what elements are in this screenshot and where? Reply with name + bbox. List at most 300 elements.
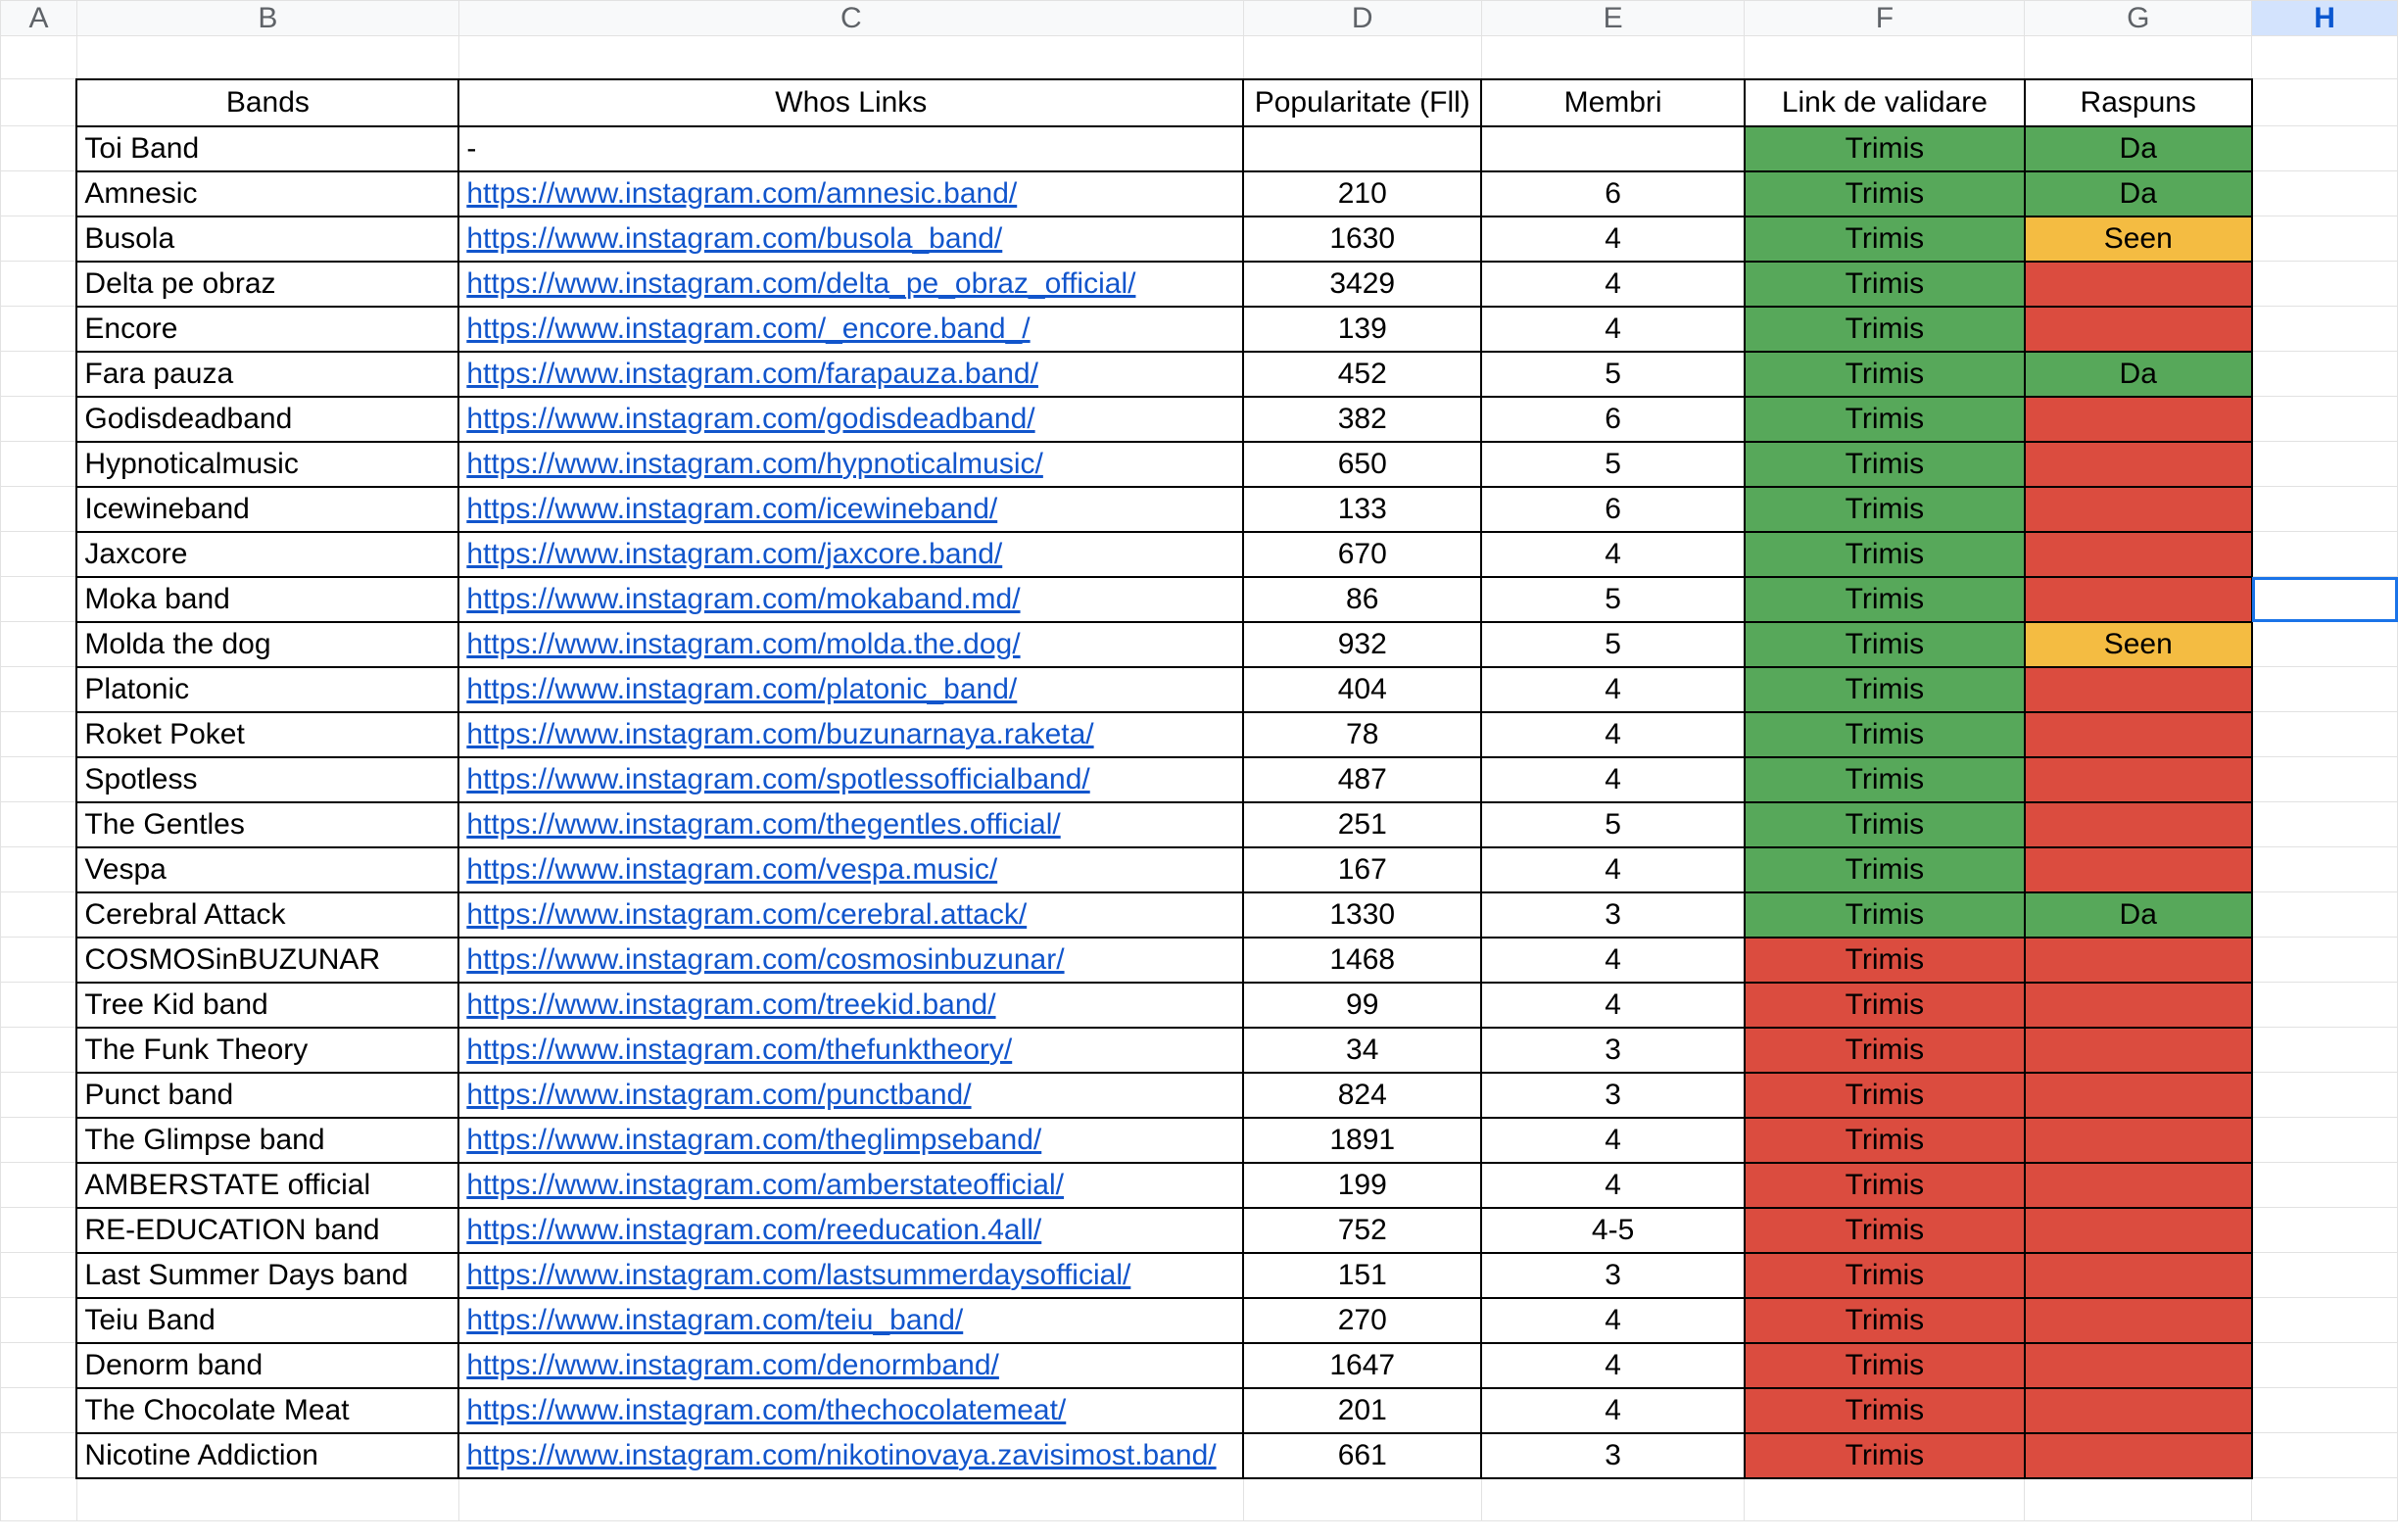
cell[interactable] <box>1481 1478 1745 1521</box>
table-row <box>1 352 2398 397</box>
cell[interactable] <box>1 352 77 397</box>
cell[interactable] <box>1 577 77 622</box>
band-name-cell[interactable]: Busola <box>76 217 458 262</box>
cell[interactable] <box>2252 217 2398 262</box>
column-header-a[interactable]: A <box>1 1 77 36</box>
band-name-cell[interactable]: Amnesic <box>76 171 458 217</box>
header-popularity[interactable]: Popularitate (Fll) <box>1243 79 1481 126</box>
table-row <box>1 1073 2398 1118</box>
band-name-cell[interactable]: RE-EDUCATION band <box>76 1208 458 1253</box>
validation-status-cell[interactable]: Trimis <box>1745 397 2025 442</box>
cell[interactable] <box>1243 36 1481 79</box>
popularity-cell[interactable]: 1330 <box>1243 892 1481 938</box>
cell[interactable] <box>1243 1478 1481 1521</box>
band-link[interactable]: https://www.instagram.com/vespa.music/ <box>458 847 1243 892</box>
header-links[interactable]: Whos Links <box>458 79 1243 126</box>
band-name-cell[interactable]: Hypnoticalmusic <box>76 442 458 487</box>
table-row <box>1 757 2398 802</box>
popularity-cell[interactable]: 752 <box>1243 1208 1481 1253</box>
response-status-cell[interactable]: Seen <box>2025 622 2252 667</box>
table-row <box>1 983 2398 1028</box>
popularity-cell[interactable]: 86 <box>1243 577 1481 622</box>
cell[interactable] <box>1 1388 77 1433</box>
response-status-cell[interactable]: Da <box>2025 126 2252 171</box>
popularity-cell[interactable]: 1630 <box>1243 217 1481 262</box>
table-row <box>1 397 2398 442</box>
popularity-cell[interactable]: 139 <box>1243 307 1481 352</box>
table-row <box>1 1118 2398 1163</box>
band-link[interactable]: https://www.instagram.com/farapauza.band/ <box>458 352 1243 397</box>
members-cell[interactable]: 4 <box>1481 712 1745 757</box>
band-name-cell[interactable]: The Chocolate Meat <box>76 1388 458 1433</box>
cell[interactable] <box>2252 126 2398 171</box>
table-row <box>1 802 2398 847</box>
cell[interactable] <box>1 36 77 79</box>
cell[interactable] <box>2252 397 2398 442</box>
response-status-cell[interactable] <box>2025 1118 2252 1163</box>
response-status-cell[interactable] <box>2025 487 2252 532</box>
band-link[interactable]: https://www.instagram.com/teiu_band/ <box>458 1298 1243 1343</box>
band-link[interactable]: https://www.instagram.com/hypnoticalmusic/ <box>458 442 1243 487</box>
band-link[interactable]: https://www.instagram.com/jaxcore.band/ <box>458 532 1243 577</box>
band-name-cell[interactable]: Jaxcore <box>76 532 458 577</box>
members-cell[interactable]: 4 <box>1481 1388 1745 1433</box>
members-cell[interactable]: 3 <box>1481 1253 1745 1298</box>
band-name-cell[interactable]: Cerebral Attack <box>76 892 458 938</box>
table-row <box>1 532 2398 577</box>
table-row <box>1 667 2398 712</box>
validation-status-cell[interactable]: Trimis <box>1745 217 2025 262</box>
cell[interactable] <box>1 1208 77 1253</box>
popularity-cell[interactable]: 661 <box>1243 1433 1481 1478</box>
cell[interactable] <box>1 802 77 847</box>
cell[interactable] <box>1 1433 77 1478</box>
cell[interactable] <box>1 1163 77 1208</box>
column-header-f[interactable]: F <box>1745 1 2025 36</box>
band-link[interactable]: https://www.instagram.com/thegentles.official/ <box>458 802 1243 847</box>
band-link[interactable]: - <box>458 126 1243 171</box>
popularity-cell[interactable]: 133 <box>1243 487 1481 532</box>
cell[interactable] <box>2252 1343 2398 1388</box>
popularity-cell[interactable]: 824 <box>1243 1073 1481 1118</box>
band-link[interactable]: https://www.instagram.com/busola_band/ <box>458 217 1243 262</box>
table-row <box>1 1433 2398 1478</box>
validation-status-cell[interactable]: Trimis <box>1745 892 2025 938</box>
cell[interactable] <box>76 1478 458 1521</box>
response-status-cell[interactable] <box>2025 577 2252 622</box>
cell[interactable] <box>1 262 77 307</box>
members-cell[interactable]: 5 <box>1481 622 1745 667</box>
response-status-cell[interactable]: Da <box>2025 352 2252 397</box>
cell[interactable] <box>1 307 77 352</box>
validation-status-cell[interactable]: Trimis <box>1745 712 2025 757</box>
cell[interactable] <box>2025 36 2252 79</box>
band-link[interactable]: https://www.instagram.com/buzunarnaya.raketa/ <box>458 712 1243 757</box>
header-bands[interactable]: Bands <box>76 79 458 126</box>
band-link[interactable]: https://www.instagram.com/nikotinovaya.zavisimost.band/ <box>458 1433 1243 1478</box>
validation-status-cell[interactable]: Trimis <box>1745 1298 2025 1343</box>
band-name-cell[interactable]: Godisdeadband <box>76 397 458 442</box>
cell[interactable] <box>1 622 77 667</box>
validation-status-cell[interactable]: Trimis <box>1745 1118 2025 1163</box>
validation-status-cell[interactable]: Trimis <box>1745 442 2025 487</box>
response-status-cell[interactable] <box>2025 1208 2252 1253</box>
empty-row <box>1 1478 2398 1521</box>
header-members[interactable]: Membri <box>1481 79 1745 126</box>
validation-status-cell[interactable]: Trimis <box>1745 1163 2025 1208</box>
validation-status-cell[interactable]: Trimis <box>1745 622 2025 667</box>
cell[interactable] <box>1 667 77 712</box>
band-link[interactable]: https://www.instagram.com/reeducation.4all/ <box>458 1208 1243 1253</box>
table-row <box>1 307 2398 352</box>
cell[interactable] <box>1 1478 77 1521</box>
band-link[interactable]: https://www.instagram.com/thechocolatemeat/ <box>458 1388 1243 1433</box>
cell[interactable] <box>2252 532 2398 577</box>
cell[interactable] <box>2252 983 2398 1028</box>
table-row <box>1 126 2398 171</box>
validation-status-cell[interactable]: Trimis <box>1745 126 2025 171</box>
response-status-cell[interactable] <box>2025 1028 2252 1073</box>
cell[interactable] <box>2025 1478 2252 1521</box>
popularity-cell[interactable]: 78 <box>1243 712 1481 757</box>
cell[interactable] <box>2252 712 2398 757</box>
popularity-cell[interactable]: 932 <box>1243 622 1481 667</box>
cell[interactable] <box>2252 262 2398 307</box>
band-link[interactable]: https://www.instagram.com/icewineband/ <box>458 487 1243 532</box>
response-status-cell[interactable] <box>2025 847 2252 892</box>
table-row <box>1 217 2398 262</box>
members-cell[interactable]: 4 <box>1481 1163 1745 1208</box>
band-link[interactable]: https://www.instagram.com/godisdeadband/ <box>458 397 1243 442</box>
popularity-cell[interactable]: 452 <box>1243 352 1481 397</box>
cell[interactable] <box>1745 36 2025 79</box>
popularity-cell[interactable]: 99 <box>1243 983 1481 1028</box>
header-validation[interactable]: Link de validare <box>1745 79 2025 126</box>
cell[interactable] <box>2252 307 2398 352</box>
band-name-cell[interactable]: Toi Band <box>76 126 458 171</box>
response-status-cell[interactable] <box>2025 1388 2252 1433</box>
members-cell[interactable]: 4 <box>1481 262 1745 307</box>
members-cell[interactable]: 4 <box>1481 532 1745 577</box>
validation-status-cell[interactable]: Trimis <box>1745 1028 2025 1073</box>
table-row <box>1 938 2398 983</box>
validation-status-cell[interactable]: Trimis <box>1745 262 2025 307</box>
cell[interactable] <box>2252 36 2398 79</box>
table-row <box>1 622 2398 667</box>
band-name-cell[interactable]: COSMOSinBUZUNAR <box>76 938 458 983</box>
table-row <box>1 712 2398 757</box>
cell[interactable] <box>1 442 77 487</box>
header-response[interactable]: Raspuns <box>2025 79 2252 126</box>
column-header-b[interactable]: B <box>76 1 458 36</box>
cell[interactable] <box>1 397 77 442</box>
validation-status-cell[interactable]: Trimis <box>1745 307 2025 352</box>
band-name-cell[interactable]: Encore <box>76 307 458 352</box>
members-cell[interactable]: 4 <box>1481 938 1745 983</box>
members-cell[interactable]: 4 <box>1481 983 1745 1028</box>
cell[interactable] <box>1 1073 77 1118</box>
cell[interactable] <box>76 36 458 79</box>
validation-status-cell[interactable]: Trimis <box>1745 1343 2025 1388</box>
popularity-cell[interactable]: 210 <box>1243 171 1481 217</box>
cell[interactable] <box>1 847 77 892</box>
popularity-cell[interactable]: 270 <box>1243 1298 1481 1343</box>
cell[interactable] <box>2252 1118 2398 1163</box>
popularity-cell[interactable]: 670 <box>1243 532 1481 577</box>
members-cell[interactable]: 3 <box>1481 892 1745 938</box>
members-cell[interactable]: 5 <box>1481 577 1745 622</box>
cell[interactable] <box>2252 1163 2398 1208</box>
band-link[interactable]: https://www.instagram.com/cosmosinbuzunar/ <box>458 938 1243 983</box>
validation-status-cell[interactable]: Trimis <box>1745 1208 2025 1253</box>
response-status-cell[interactable] <box>2025 1343 2252 1388</box>
members-cell[interactable]: 4 <box>1481 1343 1745 1388</box>
cell[interactable] <box>2252 442 2398 487</box>
band-link[interactable]: https://www.instagram.com/treekid.band/ <box>458 983 1243 1028</box>
response-status-cell[interactable]: Seen <box>2025 217 2252 262</box>
band-name-cell[interactable]: Last Summer Days band <box>76 1253 458 1298</box>
band-name-cell[interactable]: AMBERSTATE official <box>76 1163 458 1208</box>
band-name-cell[interactable]: Punct band <box>76 1073 458 1118</box>
cell[interactable] <box>2252 892 2398 938</box>
cell[interactable] <box>1 712 77 757</box>
band-link[interactable]: https://www.instagram.com/lastsummerdaysofficial/ <box>458 1253 1243 1298</box>
validation-status-cell[interactable]: Trimis <box>1745 171 2025 217</box>
validation-status-cell[interactable]: Trimis <box>1745 1073 2025 1118</box>
members-cell[interactable]: 5 <box>1481 442 1745 487</box>
cell[interactable] <box>1 938 77 983</box>
popularity-cell[interactable]: 404 <box>1243 667 1481 712</box>
cell[interactable] <box>1 79 77 126</box>
validation-status-cell[interactable]: Trimis <box>1745 757 2025 802</box>
band-name-cell[interactable]: Nicotine Addiction <box>76 1433 458 1478</box>
response-status-cell[interactable] <box>2025 532 2252 577</box>
table-row <box>1 171 2398 217</box>
popularity-cell[interactable]: 1891 <box>1243 1118 1481 1163</box>
cell[interactable] <box>1 487 77 532</box>
cell[interactable] <box>1 757 77 802</box>
table-row <box>1 1253 2398 1298</box>
band-name-cell[interactable]: Molda the dog <box>76 622 458 667</box>
cell[interactable] <box>1 217 77 262</box>
members-cell[interactable]: 4 <box>1481 757 1745 802</box>
band-name-cell[interactable]: Platonic <box>76 667 458 712</box>
cell[interactable] <box>2252 1253 2398 1298</box>
band-name-cell[interactable]: Tree Kid band <box>76 983 458 1028</box>
cell[interactable] <box>2252 1478 2398 1521</box>
response-status-cell[interactable] <box>2025 802 2252 847</box>
band-link[interactable]: https://www.instagram.com/spotlessofficialband/ <box>458 757 1243 802</box>
band-link[interactable]: https://www.instagram.com/delta_pe_obraz_official/ <box>458 262 1243 307</box>
cell[interactable] <box>1 1028 77 1073</box>
validation-status-cell[interactable]: Trimis <box>1745 667 2025 712</box>
band-name-cell[interactable]: The Gentles <box>76 802 458 847</box>
band-link[interactable]: https://www.instagram.com/amberstateofficial/ <box>458 1163 1243 1208</box>
band-name-cell[interactable]: Spotless <box>76 757 458 802</box>
popularity-cell[interactable]: 199 <box>1243 1163 1481 1208</box>
table-row <box>1 442 2398 487</box>
band-link[interactable]: https://www.instagram.com/platonic_band/ <box>458 667 1243 712</box>
cell[interactable] <box>2252 79 2398 126</box>
popularity-cell[interactable]: 1468 <box>1243 938 1481 983</box>
response-status-cell[interactable] <box>2025 938 2252 983</box>
table-row <box>1 1028 2398 1073</box>
cell[interactable] <box>2252 171 2398 217</box>
table-row <box>1 892 2398 938</box>
popularity-cell[interactable]: 382 <box>1243 397 1481 442</box>
band-name-cell[interactable]: Teiu Band <box>76 1298 458 1343</box>
popularity-cell[interactable]: 1647 <box>1243 1343 1481 1388</box>
cell[interactable] <box>2252 487 2398 532</box>
response-status-cell[interactable] <box>2025 1433 2252 1478</box>
members-cell[interactable]: 5 <box>1481 352 1745 397</box>
members-cell[interactable]: 3 <box>1481 1028 1745 1073</box>
band-name-cell[interactable]: Delta pe obraz <box>76 262 458 307</box>
cell[interactable] <box>2252 1073 2398 1118</box>
validation-status-cell[interactable]: Trimis <box>1745 1253 2025 1298</box>
popularity-cell[interactable]: 151 <box>1243 1253 1481 1298</box>
members-cell[interactable]: 4 <box>1481 307 1745 352</box>
band-link[interactable]: https://www.instagram.com/_encore.band_/ <box>458 307 1243 352</box>
response-status-cell[interactable] <box>2025 712 2252 757</box>
active-cell-h[interactable] <box>2252 577 2398 622</box>
cell[interactable] <box>1745 1478 2025 1521</box>
validation-status-cell[interactable]: Trimis <box>1745 352 2025 397</box>
cell[interactable] <box>2252 847 2398 892</box>
cell[interactable] <box>1 1253 77 1298</box>
cell[interactable] <box>2252 802 2398 847</box>
members-cell[interactable]: 6 <box>1481 171 1745 217</box>
cell[interactable] <box>458 1478 1243 1521</box>
band-link[interactable]: https://www.instagram.com/amnesic.band/ <box>458 171 1243 217</box>
cell[interactable] <box>1 1343 77 1388</box>
band-link[interactable]: https://www.instagram.com/thefunktheory/ <box>458 1028 1243 1073</box>
members-cell[interactable]: 4 <box>1481 1298 1745 1343</box>
response-status-cell[interactable] <box>2025 307 2252 352</box>
members-cell[interactable]: 5 <box>1481 802 1745 847</box>
cell[interactable] <box>1 983 77 1028</box>
cell[interactable] <box>1 126 77 171</box>
members-cell[interactable]: 3 <box>1481 1433 1745 1478</box>
members-cell[interactable]: 4 <box>1481 1118 1745 1163</box>
members-cell[interactable]: 4 <box>1481 847 1745 892</box>
band-name-cell[interactable]: Denorm band <box>76 1343 458 1388</box>
band-link[interactable]: https://www.instagram.com/punctband/ <box>458 1073 1243 1118</box>
cell[interactable] <box>2252 667 2398 712</box>
cell[interactable] <box>2252 938 2398 983</box>
band-name-cell[interactable]: Icewineband <box>76 487 458 532</box>
cell[interactable] <box>2252 1433 2398 1478</box>
validation-status-cell[interactable]: Trimis <box>1745 802 2025 847</box>
validation-status-cell[interactable]: Trimis <box>1745 577 2025 622</box>
members-cell[interactable]: 3 <box>1481 1073 1745 1118</box>
members-cell[interactable]: 4-5 <box>1481 1208 1745 1253</box>
validation-status-cell[interactable]: Trimis <box>1745 983 2025 1028</box>
column-header-c[interactable]: C <box>458 1 1243 36</box>
cell[interactable] <box>2252 1298 2398 1343</box>
column-header-d[interactable]: D <box>1243 1 1481 36</box>
band-name-cell[interactable]: Roket Poket <box>76 712 458 757</box>
cell[interactable] <box>2252 622 2398 667</box>
band-name-cell[interactable]: Fara pauza <box>76 352 458 397</box>
column-header-g[interactable]: G <box>2025 1 2252 36</box>
popularity-cell[interactable]: 251 <box>1243 802 1481 847</box>
band-name-cell[interactable]: Moka band <box>76 577 458 622</box>
popularity-cell[interactable] <box>1243 126 1481 171</box>
table-header-row <box>1 79 2398 126</box>
validation-status-cell[interactable]: Trimis <box>1745 487 2025 532</box>
response-status-cell[interactable]: Da <box>2025 171 2252 217</box>
cell[interactable] <box>1 1298 77 1343</box>
cell[interactable] <box>2252 757 2398 802</box>
response-status-cell[interactable] <box>2025 1298 2252 1343</box>
response-status-cell[interactable] <box>2025 1163 2252 1208</box>
band-name-cell[interactable]: The Funk Theory <box>76 1028 458 1073</box>
table-row <box>1 1208 2398 1253</box>
table-row <box>1 1388 2398 1433</box>
validation-status-cell[interactable]: Trimis <box>1745 847 2025 892</box>
popularity-cell[interactable]: 650 <box>1243 442 1481 487</box>
cell[interactable] <box>1481 36 1745 79</box>
response-status-cell[interactable] <box>2025 983 2252 1028</box>
cell[interactable] <box>458 36 1243 79</box>
cell[interactable] <box>2252 352 2398 397</box>
cell[interactable] <box>1 171 77 217</box>
table-row <box>1 487 2398 532</box>
band-link[interactable]: https://www.instagram.com/theglimpseband/ <box>458 1118 1243 1163</box>
popularity-cell[interactable]: 487 <box>1243 757 1481 802</box>
response-status-cell[interactable] <box>2025 667 2252 712</box>
empty-row <box>1 36 2398 79</box>
response-status-cell[interactable] <box>2025 262 2252 307</box>
band-name-cell[interactable]: The Glimpse band <box>76 1118 458 1163</box>
response-status-cell[interactable] <box>2025 442 2252 487</box>
validation-status-cell[interactable]: Trimis <box>1745 938 2025 983</box>
cell[interactable] <box>1 892 77 938</box>
popularity-cell[interactable]: 3429 <box>1243 262 1481 307</box>
members-cell[interactable]: 4 <box>1481 217 1745 262</box>
response-status-cell[interactable]: Da <box>2025 892 2252 938</box>
cell[interactable] <box>1 1118 77 1163</box>
response-status-cell[interactable] <box>2025 397 2252 442</box>
popularity-cell[interactable]: 201 <box>1243 1388 1481 1433</box>
band-link[interactable]: https://www.instagram.com/mokaband.md/ <box>458 577 1243 622</box>
members-cell[interactable]: 6 <box>1481 397 1745 442</box>
response-status-cell[interactable] <box>2025 1073 2252 1118</box>
column-header-h[interactable]: H <box>2252 1 2398 36</box>
cell[interactable] <box>2252 1208 2398 1253</box>
validation-status-cell[interactable]: Trimis <box>1745 1433 2025 1478</box>
response-status-cell[interactable] <box>2025 757 2252 802</box>
band-name-cell[interactable]: Vespa <box>76 847 458 892</box>
popularity-cell[interactable]: 34 <box>1243 1028 1481 1073</box>
band-link[interactable]: https://www.instagram.com/molda.the.dog/ <box>458 622 1243 667</box>
validation-status-cell[interactable]: Trimis <box>1745 532 2025 577</box>
members-cell[interactable]: 6 <box>1481 487 1745 532</box>
members-cell[interactable]: 4 <box>1481 667 1745 712</box>
table-row <box>1 847 2398 892</box>
cell[interactable] <box>2252 1028 2398 1073</box>
popularity-cell[interactable]: 167 <box>1243 847 1481 892</box>
cell[interactable] <box>1 532 77 577</box>
validation-status-cell[interactable]: Trimis <box>1745 1388 2025 1433</box>
response-status-cell[interactable] <box>2025 1253 2252 1298</box>
band-link[interactable]: https://www.instagram.com/denormband/ <box>458 1343 1243 1388</box>
band-link[interactable]: https://www.instagram.com/cerebral.attack/ <box>458 892 1243 938</box>
cell[interactable] <box>2252 1388 2398 1433</box>
column-header-e[interactable]: E <box>1481 1 1745 36</box>
members-cell[interactable] <box>1481 126 1745 171</box>
